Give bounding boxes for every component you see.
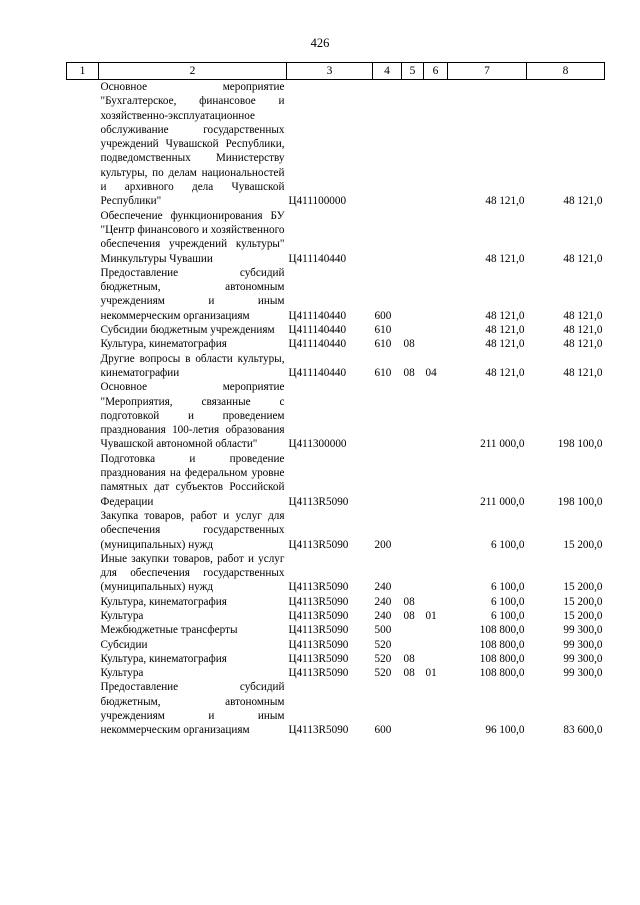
row-subsection [424,380,448,451]
row-amount-col7: 48 121,0 [485,309,525,322]
row-section [402,323,424,337]
row-code: Ц4113R5090 [288,581,349,594]
table-row [67,623,605,637]
row-section: 08 [403,609,415,622]
row-expense-type [373,380,402,451]
table-row [67,380,605,451]
row-amount-col7: 96 100,0 [485,724,525,737]
row-section: 08 [403,667,415,680]
row-amount-col8: 48 121,0 [563,324,603,337]
row-subsection [424,595,448,609]
row-section [402,638,424,652]
row-subsection: 01 [425,667,437,680]
row-expense-type: 520 [374,652,392,665]
row-section [402,380,424,451]
row-section [402,452,424,509]
row-amount-col7: 108 800,0 [479,624,525,637]
row-expense-type: 500 [374,624,392,637]
row-code: Ц4113R5090 [288,538,349,551]
row-code: Ц4113R5090 [288,652,349,665]
table-row [67,209,605,266]
row-amount-col8: 99 300,0 [563,667,603,680]
header-col-2: 2 [99,63,287,80]
row-expense-type [373,452,402,509]
row-expense-type: 610 [374,338,392,351]
row-name: Предоставление субсидий бюджетным, автономным учреждениям и иным некоммерческим организациям [100,681,285,737]
row-name: Предоставление субсидий бюджетным, автономным учреждениям и иным некоммерческим организациям [100,266,285,322]
table-row [67,337,605,351]
row-amount-col7: 48 121,0 [485,338,525,351]
row-amount-col8: 48 121,0 [563,366,603,379]
row-code: Ц4113R5090 [288,624,349,637]
row-number [67,80,99,209]
row-section: 08 [403,366,415,379]
row-subsection [424,652,448,666]
row-amount-col8: 15 200,0 [563,609,603,622]
header-row [67,63,605,80]
row-code: Ц411140440 [288,338,347,351]
row-number [67,638,99,652]
row-expense-type: 200 [374,538,392,551]
row-expense-type [373,80,402,209]
row-amount-col8: 99 300,0 [563,638,603,651]
header-col-7: 7 [448,63,527,80]
table-row [67,595,605,609]
row-name: Культура [100,609,144,622]
row-section [402,552,424,595]
row-section [402,623,424,637]
row-amount-col7: 6 100,0 [490,538,525,551]
row-amount-col7: 108 800,0 [479,652,525,665]
row-name: Субсидии [100,638,148,651]
table-row [67,452,605,509]
row-subsection [424,623,448,637]
row-number [67,609,99,623]
row-amount-col8: 198 100,0 [557,495,603,508]
row-amount-col8: 15 200,0 [563,595,603,608]
row-code: Ц4113R5090 [288,595,349,608]
row-name: Культура, кинематография [100,652,227,665]
table-row [67,680,605,737]
row-number [67,337,99,351]
row-subsection [424,452,448,509]
row-expense-type: 600 [374,724,392,737]
row-number [67,452,99,509]
row-section [402,209,424,266]
page-number: 426 [310,36,330,50]
row-code: Ц4113R5090 [288,495,349,508]
row-code: Ц411140440 [288,366,347,379]
table-row [67,509,605,552]
row-number [67,623,99,637]
row-amount-col8: 15 200,0 [563,581,603,594]
row-expense-type: 240 [374,609,392,622]
row-number [67,323,99,337]
header-col-5: 5 [402,63,424,80]
row-subsection [424,266,448,323]
row-name: Подготовка и проведение празднования на федеральном уровне памятных дат субъектов Российской Федерации [100,452,285,508]
row-amount-col8: 198 100,0 [557,438,603,451]
row-expense-type: 600 [374,309,392,322]
row-name: Культура [100,667,144,680]
row-section [402,266,424,323]
budget-table [66,62,605,738]
row-number [67,680,99,737]
row-section [402,509,424,552]
row-name: Обеспечение функционирования БУ "Центр финансового и хозяйственного обеспечения учреждений культуры" Минкультуры Чувашии [100,209,285,265]
row-code: Ц411100000 [288,195,347,208]
table-row [67,666,605,680]
row-code: Ц4113R5090 [288,638,349,651]
row-subsection [424,680,448,737]
row-number [67,552,99,595]
row-number [67,266,99,323]
row-number [67,652,99,666]
row-expense-type: 610 [374,324,392,337]
row-number [67,380,99,451]
row-number [67,595,99,609]
table-body [67,80,605,738]
row-section: 08 [403,595,415,608]
row-number [67,509,99,552]
table-row [67,80,605,209]
row-amount-col7: 211 000,0 [480,438,525,451]
row-number [67,666,99,680]
row-code: Ц411300000 [288,438,347,451]
header-col-4: 4 [373,63,402,80]
row-name: Основное мероприятие "Мероприятия, связанные с подготовкой и проведением празднования 100-летия образования Чувашской автономной области" [100,381,285,451]
row-expense-type: 240 [374,595,392,608]
row-amount-col7: 48 121,0 [485,366,525,379]
row-amount-col7: 6 100,0 [490,609,525,622]
row-amount-col8: 48 121,0 [563,195,603,208]
row-name: Культура, кинематография [100,595,227,608]
row-number [67,209,99,266]
row-amount-col7: 6 100,0 [490,595,525,608]
row-subsection [424,552,448,595]
row-subsection: 01 [425,609,437,622]
row-section [402,680,424,737]
row-code: Ц411140440 [288,324,347,337]
header-col-6: 6 [424,63,448,80]
row-name: Иные закупки товаров, работ и услуг для обеспечения государственных (муниципальных) нужд [100,552,285,594]
row-code: Ц411140440 [288,309,347,322]
row-amount-col7: 48 121,0 [485,252,525,265]
table-row [67,352,605,381]
row-expense-type: 520 [374,638,392,651]
row-subsection [424,323,448,337]
row-subsection: 04 [425,366,437,379]
row-amount-col8: 48 121,0 [563,252,603,265]
row-name: Закупка товаров, работ и услуг для обеспечения государственных (муниципальных) нужд [100,509,285,551]
table-row [67,652,605,666]
row-amount-col7: 6 100,0 [490,581,525,594]
table-row [67,266,605,323]
row-subsection [424,209,448,266]
row-amount-col8: 83 600,0 [563,724,603,737]
row-name: Субсидии бюджетным учреждениям [100,324,275,337]
row-name: Основное мероприятие "Бухгалтерское, финансовое и хозяйственно-эксплуатационное обслуживание государственных учреждений Чувашской Республики, подведомственных Министерству культуры, по делам национальностей и архивного дела Чувашской Республики" [100,81,285,208]
row-subsection [424,509,448,552]
row-section: 08 [403,652,415,665]
row-amount-col8: 48 121,0 [563,338,603,351]
header-col-3: 3 [287,63,373,80]
row-amount-col8: 48 121,0 [563,309,603,322]
table-row [67,552,605,595]
row-amount-col7: 108 800,0 [479,638,525,651]
row-code: Ц4113R5090 [288,609,349,622]
row-expense-type: 240 [374,581,392,594]
row-name: Межбюджетные трансферты [100,624,238,637]
row-expense-type: 520 [374,667,392,680]
header-col-8: 8 [527,63,605,80]
table-row [67,609,605,623]
row-amount-col8: 99 300,0 [563,624,603,637]
row-amount-col7: 211 000,0 [480,495,525,508]
row-amount-col7: 108 800,0 [479,667,525,680]
row-amount-col7: 48 121,0 [485,195,525,208]
table-row [67,323,605,337]
row-amount-col8: 99 300,0 [563,652,603,665]
row-amount-col7: 48 121,0 [485,324,525,337]
row-section [402,80,424,209]
row-subsection [424,638,448,652]
row-subsection [424,80,448,209]
table-row [67,638,605,652]
row-code: Ц411140440 [288,252,347,265]
row-amount-col8: 15 200,0 [563,538,603,551]
header-col-1: 1 [67,63,99,80]
row-section: 08 [403,338,415,351]
row-subsection [424,337,448,351]
row-expense-type [373,209,402,266]
row-code: Ц4113R5090 [288,724,349,737]
row-expense-type: 610 [374,366,392,379]
row-code: Ц4113R5090 [288,667,349,680]
row-name: Другие вопросы в области культуры, кинематографии [100,352,285,379]
row-name: Культура, кинематография [100,338,227,351]
row-number [67,352,99,381]
